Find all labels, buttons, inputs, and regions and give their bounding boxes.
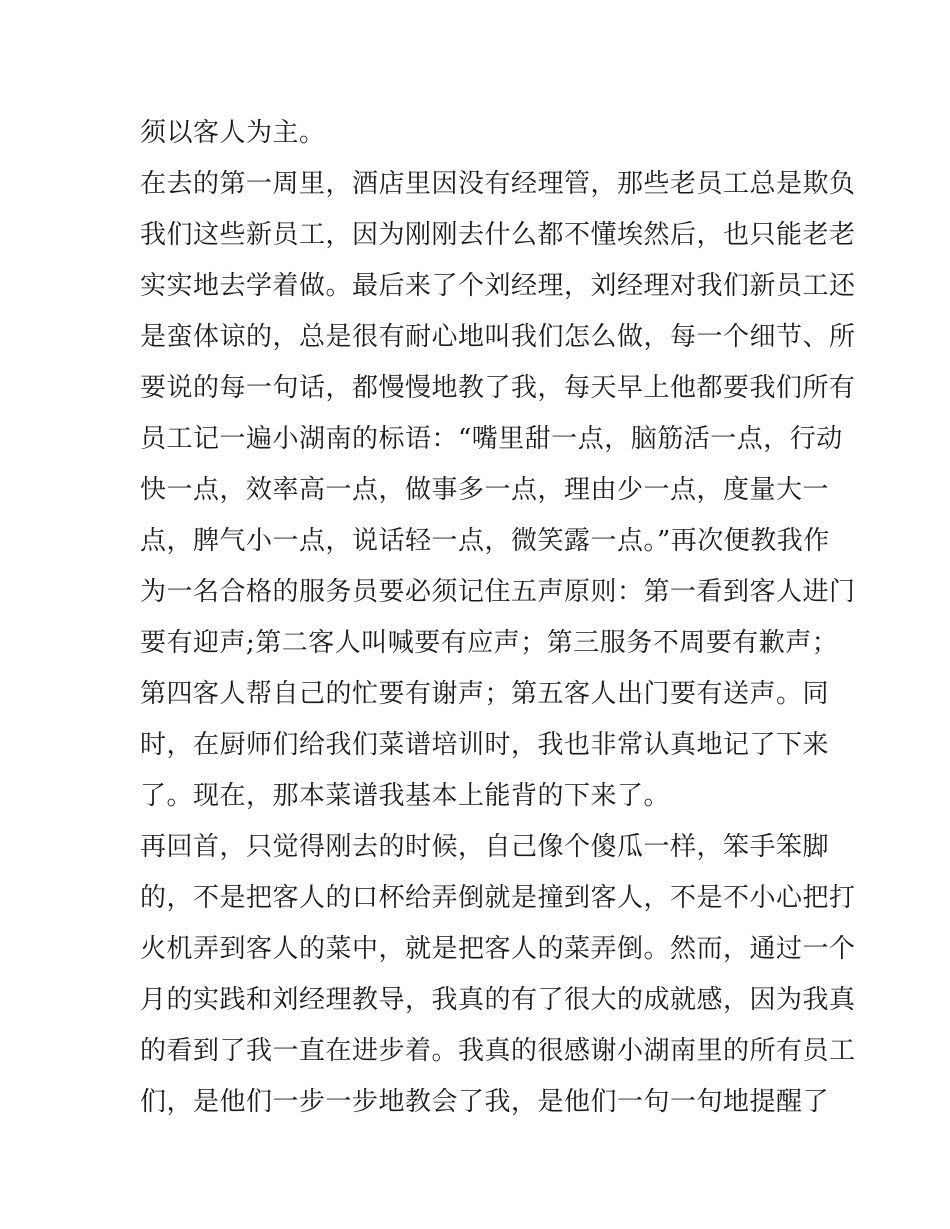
text-line: 快一点，效率高一点，做事多一点，理由少一点，度量大一 bbox=[140, 475, 830, 505]
text-line: 们，是他们一步一步地教会了我，是他们一句一句地提醒了 bbox=[140, 1087, 830, 1117]
text-line: 实实地去学着做。最后来了个刘经理，刘经理对我们新员工还 bbox=[140, 271, 856, 301]
text-line: 员工记一遍小湖南的标语：“嘴里甜一点，脑筋活一点，行动 bbox=[140, 424, 843, 454]
text-line: 在去的第一周里，酒店里因没有经理管，那些老员工总是欺负 bbox=[140, 169, 856, 199]
text-line: 是蛮体谅的，总是很有耐心地叫我们怎么做，每一个细节、所 bbox=[140, 322, 856, 352]
text-line: 第四客人帮自己的忙要有谢声；第五客人出门要有送声。同 bbox=[140, 679, 830, 709]
text-line: 的看到了我一直在进步着。我真的很感谢小湖南里的所有员工 bbox=[140, 1036, 856, 1066]
text-line: 点，脾气小一点，说话轻一点，微笑露一点。”再次便教我作 bbox=[140, 526, 830, 556]
text-line: 的，不是把客人的口杯给弄倒就是撞到客人，不是不小心把打 bbox=[140, 883, 856, 913]
text-line: 为一名合格的服务员要必须记住五声原则：第一看到客人进门 bbox=[140, 577, 856, 607]
text-line: 我们这些新员工，因为刚刚去什么都不懂埃然后，也只能老老 bbox=[140, 220, 856, 250]
body-text bbox=[140, 108, 856, 1128]
text-line: 月的实践和刘经理教导，我真的有了很大的成就感，因为我真 bbox=[140, 985, 856, 1015]
text-line: 时，在厨师们给我们菜谱培训时，我也非常认真地记了下来 bbox=[140, 730, 830, 760]
text-line: 要说的每一句话，都慢慢地教了我，每天早上他都要我们所有 bbox=[140, 373, 856, 403]
text-line: 火机弄到客人的菜中，就是把客人的菜弄倒。然而，通过一个 bbox=[140, 934, 856, 964]
text-line: 了。现在，那本菜谱我基本上能背的下来了。 bbox=[140, 781, 671, 811]
text-line: 再回首，只觉得刚去的时候，自己像个傻瓜一样，笨手笨脚 bbox=[140, 832, 830, 862]
text-line: 须以客人为主。 bbox=[140, 118, 326, 148]
text-line: 要有迎声;第二客人叫喊要有应声；第三服务不周要有歉声； bbox=[140, 628, 839, 658]
